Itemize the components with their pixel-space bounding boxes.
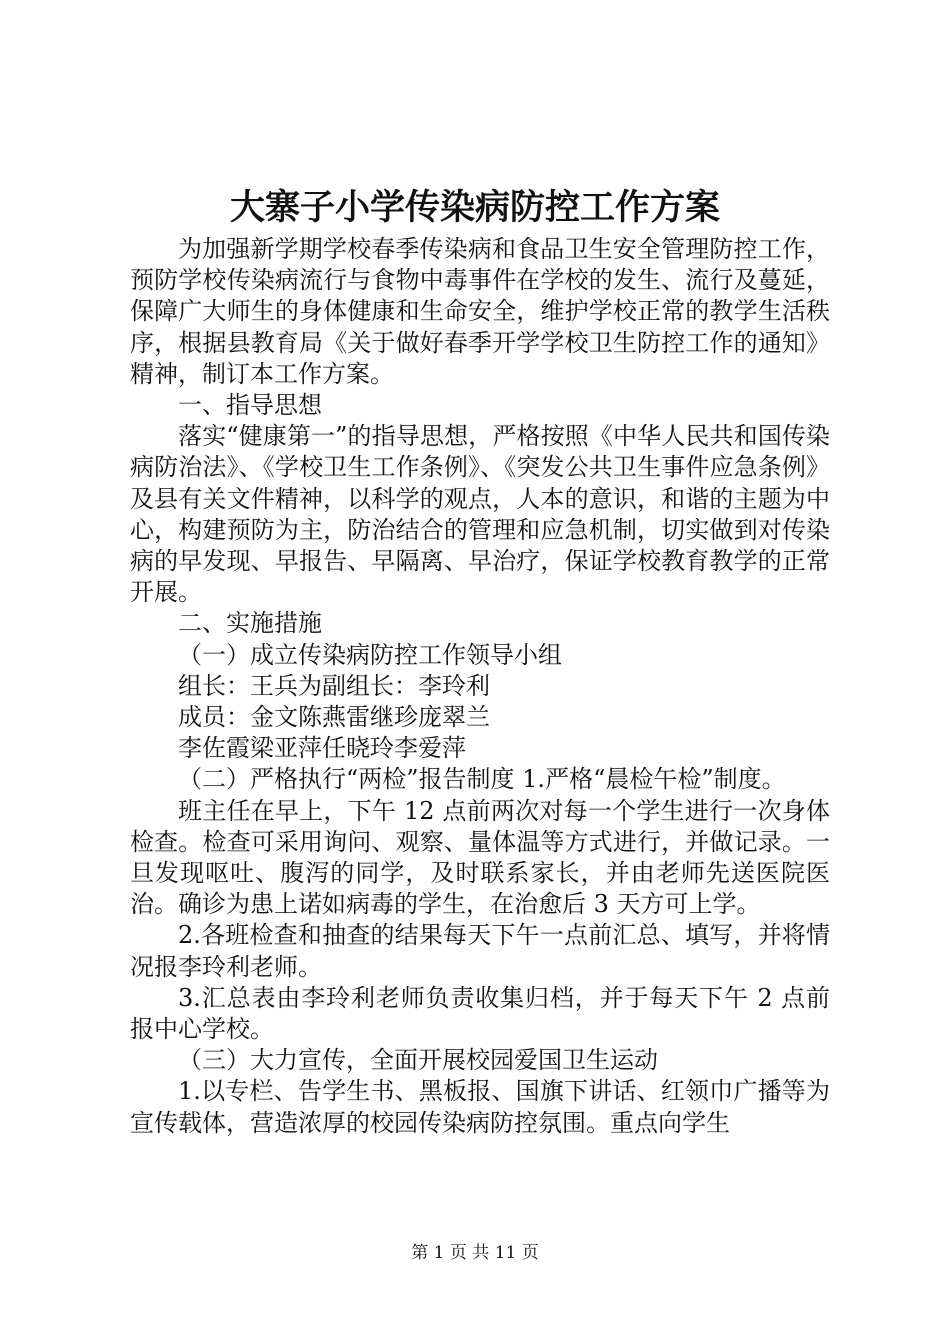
- page-number: 第 1 页 共 11 页: [411, 1243, 539, 1263]
- paragraph-item-3: 3.汇总表由李玲利老师负责收集归档，并于每天下午 2 点前报中心学校。: [130, 983, 830, 1044]
- heading-guiding-thought: 一、指导思想: [178, 391, 322, 420]
- subheading-publicity: （三）大力宣传，全面开展校园爱国卫生运动: [178, 1046, 658, 1075]
- paragraph-checks-detail: 班主任在早上，下午 12 点前两次对每一个学生进行一次身体检查。检查可采用询问、观察、量体温等方式进行，并做记录。一旦发现呕吐、腹泻的同学，及时联系家长，并由老师先送医院医治。确诊为患上诺如病毒的学生，在治愈后 3 天方可上学。: [130, 796, 830, 919]
- paragraph-guiding-thought: 落实“健康第一”的指导思想，严格按照《中华人民共和国传染病防治法》、《学校卫生工作条例》、《突发公共卫生事件应急条例》及县有关文件精神，以科学的观点，人本的意识，和谐的主题为中心，构建预防为主，防治结合的管理和应急机制，切实做到对传染病的早发现、早报告、早隔离、早治疗，保证学校教育教学的正常开展。: [130, 422, 830, 607]
- leaders-line: 组长：王兵为副组长：李玲利: [178, 671, 490, 700]
- document-body: [130, 234, 830, 1139]
- document-title: 大寨子小学传染病防控工作方案: [229, 187, 720, 228]
- paragraph-publicity-item-1: 1.以专栏、告学生书、黑板报、国旗下讲话、红领巾广播等为宣传载体，营造浓厚的校园传染病防控氛围。重点向学生: [130, 1077, 830, 1137]
- paragraph-item-2: 2.各班检查和抽查的结果每天下午一点前汇总、填写，并将情况报李玲利老师。: [130, 921, 830, 981]
- subheading-leadership-group: （一）成立传染病防控工作领导小组: [178, 640, 562, 669]
- paragraph-intro: 为加强新学期学校春季传染病和食品卫生安全管理防控工作，预防学校传染病流行与食物中毒事件在学校的发生、流行及蔓延，保障广大师生的身体健康和生命安全，维护学校正常的教学生活秩序，根据县教育局《关于做好春季开学学校卫生防控工作的通知》精神，制订本工作方案。: [130, 235, 830, 388]
- heading-measures: 二、实施措施: [178, 609, 322, 638]
- subheading-two-checks: （二）严格执行“两检”报告制度 1.严格“晨检午检”制度。: [178, 765, 786, 794]
- members-line: 成员：金文陈燕雷继珍庞翠兰: [178, 703, 490, 732]
- members-line-continued: 李佐霞梁亚萍任晓玲李爱萍: [178, 734, 466, 763]
